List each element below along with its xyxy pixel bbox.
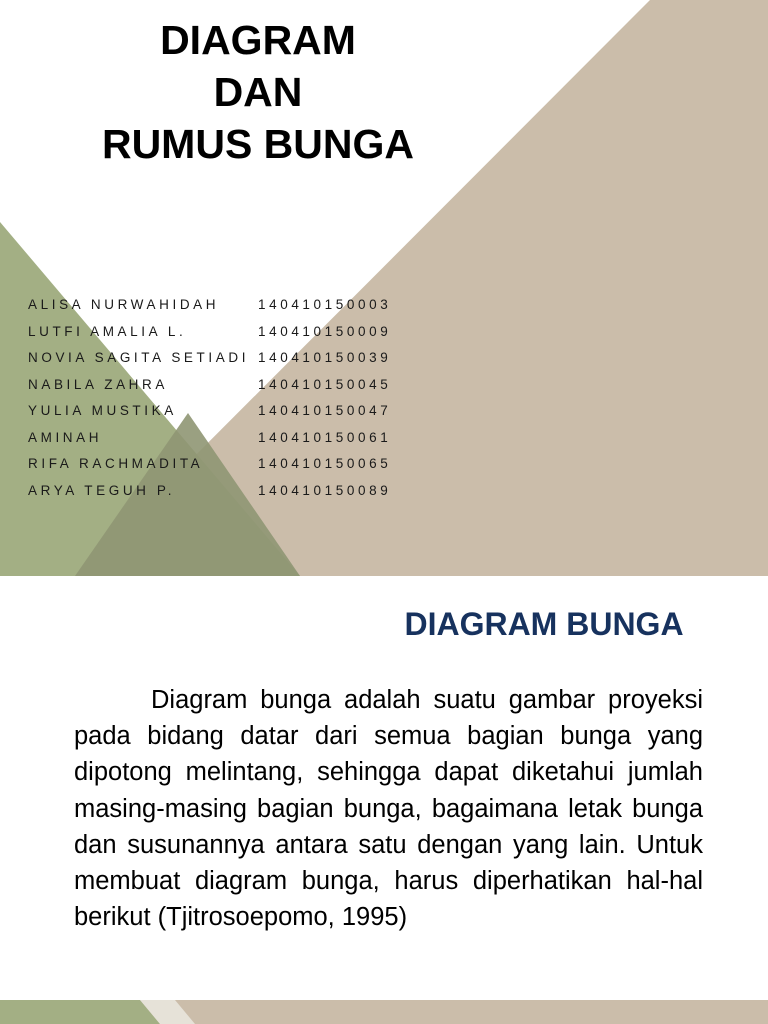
green-strip [0, 1000, 160, 1024]
member-id: 140410150009 [258, 323, 392, 339]
member-name: ALISA NURWAHIDAH [28, 297, 220, 312]
member-id: 140410150003 [258, 297, 392, 312]
member-row [28, 451, 391, 478]
member-name: AMINAH [28, 429, 103, 445]
member-id: 140410150039 [258, 350, 392, 365]
slide-title [60, 14, 456, 170]
title-line: RUMUS BUNGA [101, 121, 415, 167]
member-row [28, 398, 391, 425]
member-name: RIFA RACHMADITA [28, 456, 204, 471]
member-list [28, 292, 391, 504]
member-id: 140410150047 [258, 403, 392, 418]
bottom-decoration [0, 1000, 768, 1024]
member-name: NABILA ZAHRA [28, 376, 168, 392]
member-id: 140410150065 [258, 456, 392, 471]
member-id: 140410150089 [258, 482, 392, 498]
member-row [28, 292, 391, 319]
member-name: LUTFI AMALIA L. [28, 323, 187, 339]
title-line: DAN [213, 69, 303, 115]
member-row [28, 478, 391, 505]
section-heading: DIAGRAM BUNGA [404, 606, 684, 642]
title-line: DIAGRAM [160, 17, 356, 63]
member-id: 140410150045 [258, 376, 392, 392]
member-row [28, 425, 391, 452]
member-row [28, 319, 391, 346]
body-paragraph: Diagram bunga adalah suatu gambar proyeksi pada bidang datar dari semua bagian bunga yang dipotong melintang, sehingga dapat diketahui jumlah masing-masing bagian bunga, bagaimana letak bunga dan susunannya antara satu dengan yang lain. Untuk membuat diagram bunga, harus diperhatikan hal-hal berikut (Tjitrosoepomo, 1995) [74, 686, 703, 932]
member-row [28, 372, 391, 399]
member-row [28, 345, 391, 372]
member-name: YULIA MUSTIKA [28, 403, 177, 418]
member-id: 140410150061 [258, 429, 392, 445]
content-slide [0, 576, 768, 1024]
member-name: NOVIA SAGITA SETIADI [28, 350, 250, 365]
member-name: ARYA TEGUH P. [28, 482, 176, 498]
